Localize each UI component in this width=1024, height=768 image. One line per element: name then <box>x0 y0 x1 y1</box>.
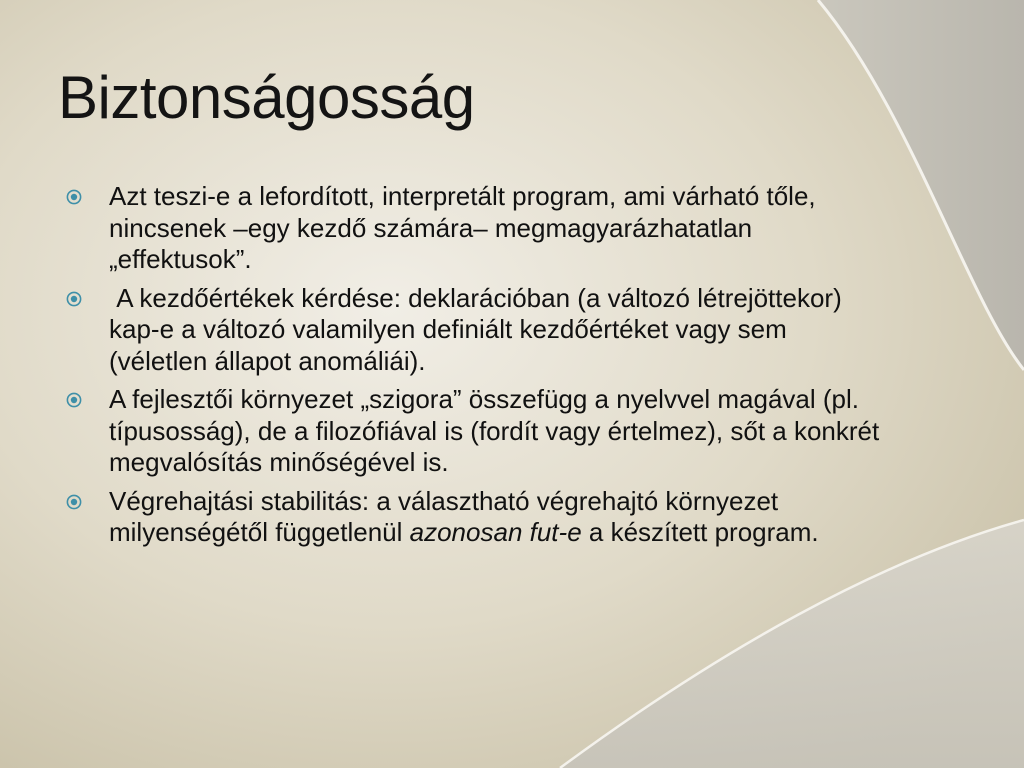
circled-dot-icon <box>66 392 82 408</box>
list-item <box>66 384 886 479</box>
bullet-text-end: a készített program. <box>581 517 819 547</box>
bullet-emphasis: azonosan fut-e <box>409 517 582 547</box>
bullet-text: A fejlesztői környezet „szigora” összefügg a nyelvvel magával (pl. típusosság), de a filozófiával is (fordít vagy értelmez), sőt a konkrét megvalósítás minőségével is. <box>109 384 880 477</box>
list-item <box>66 486 886 549</box>
circled-dot-icon <box>66 494 82 510</box>
bullet-list <box>66 181 886 556</box>
bullet-text: Azt teszi-e a lefordított, interpretált program, ami várható tőle, nincsenek –egy kezdő számára– megmagyarázhatatlan „effektusok”. <box>109 181 816 274</box>
slide-title: Biztonságosság <box>58 64 475 131</box>
circled-dot-icon <box>66 189 82 205</box>
bullet-text: Végrehajtási stabilitás: a választható végrehajtó környezet milyenségétől függetlenül <box>109 485 779 547</box>
list-item <box>66 283 886 378</box>
circled-dot-icon <box>66 291 82 307</box>
bullet-text: A kezdőértékek kérdése: deklarációban (a változó létrejöttekor) kap-e a változó valamilyen definiált kezdőértéket vagy sem (véletlen állapot anomáliái). <box>109 282 849 376</box>
list-item <box>66 181 886 276</box>
